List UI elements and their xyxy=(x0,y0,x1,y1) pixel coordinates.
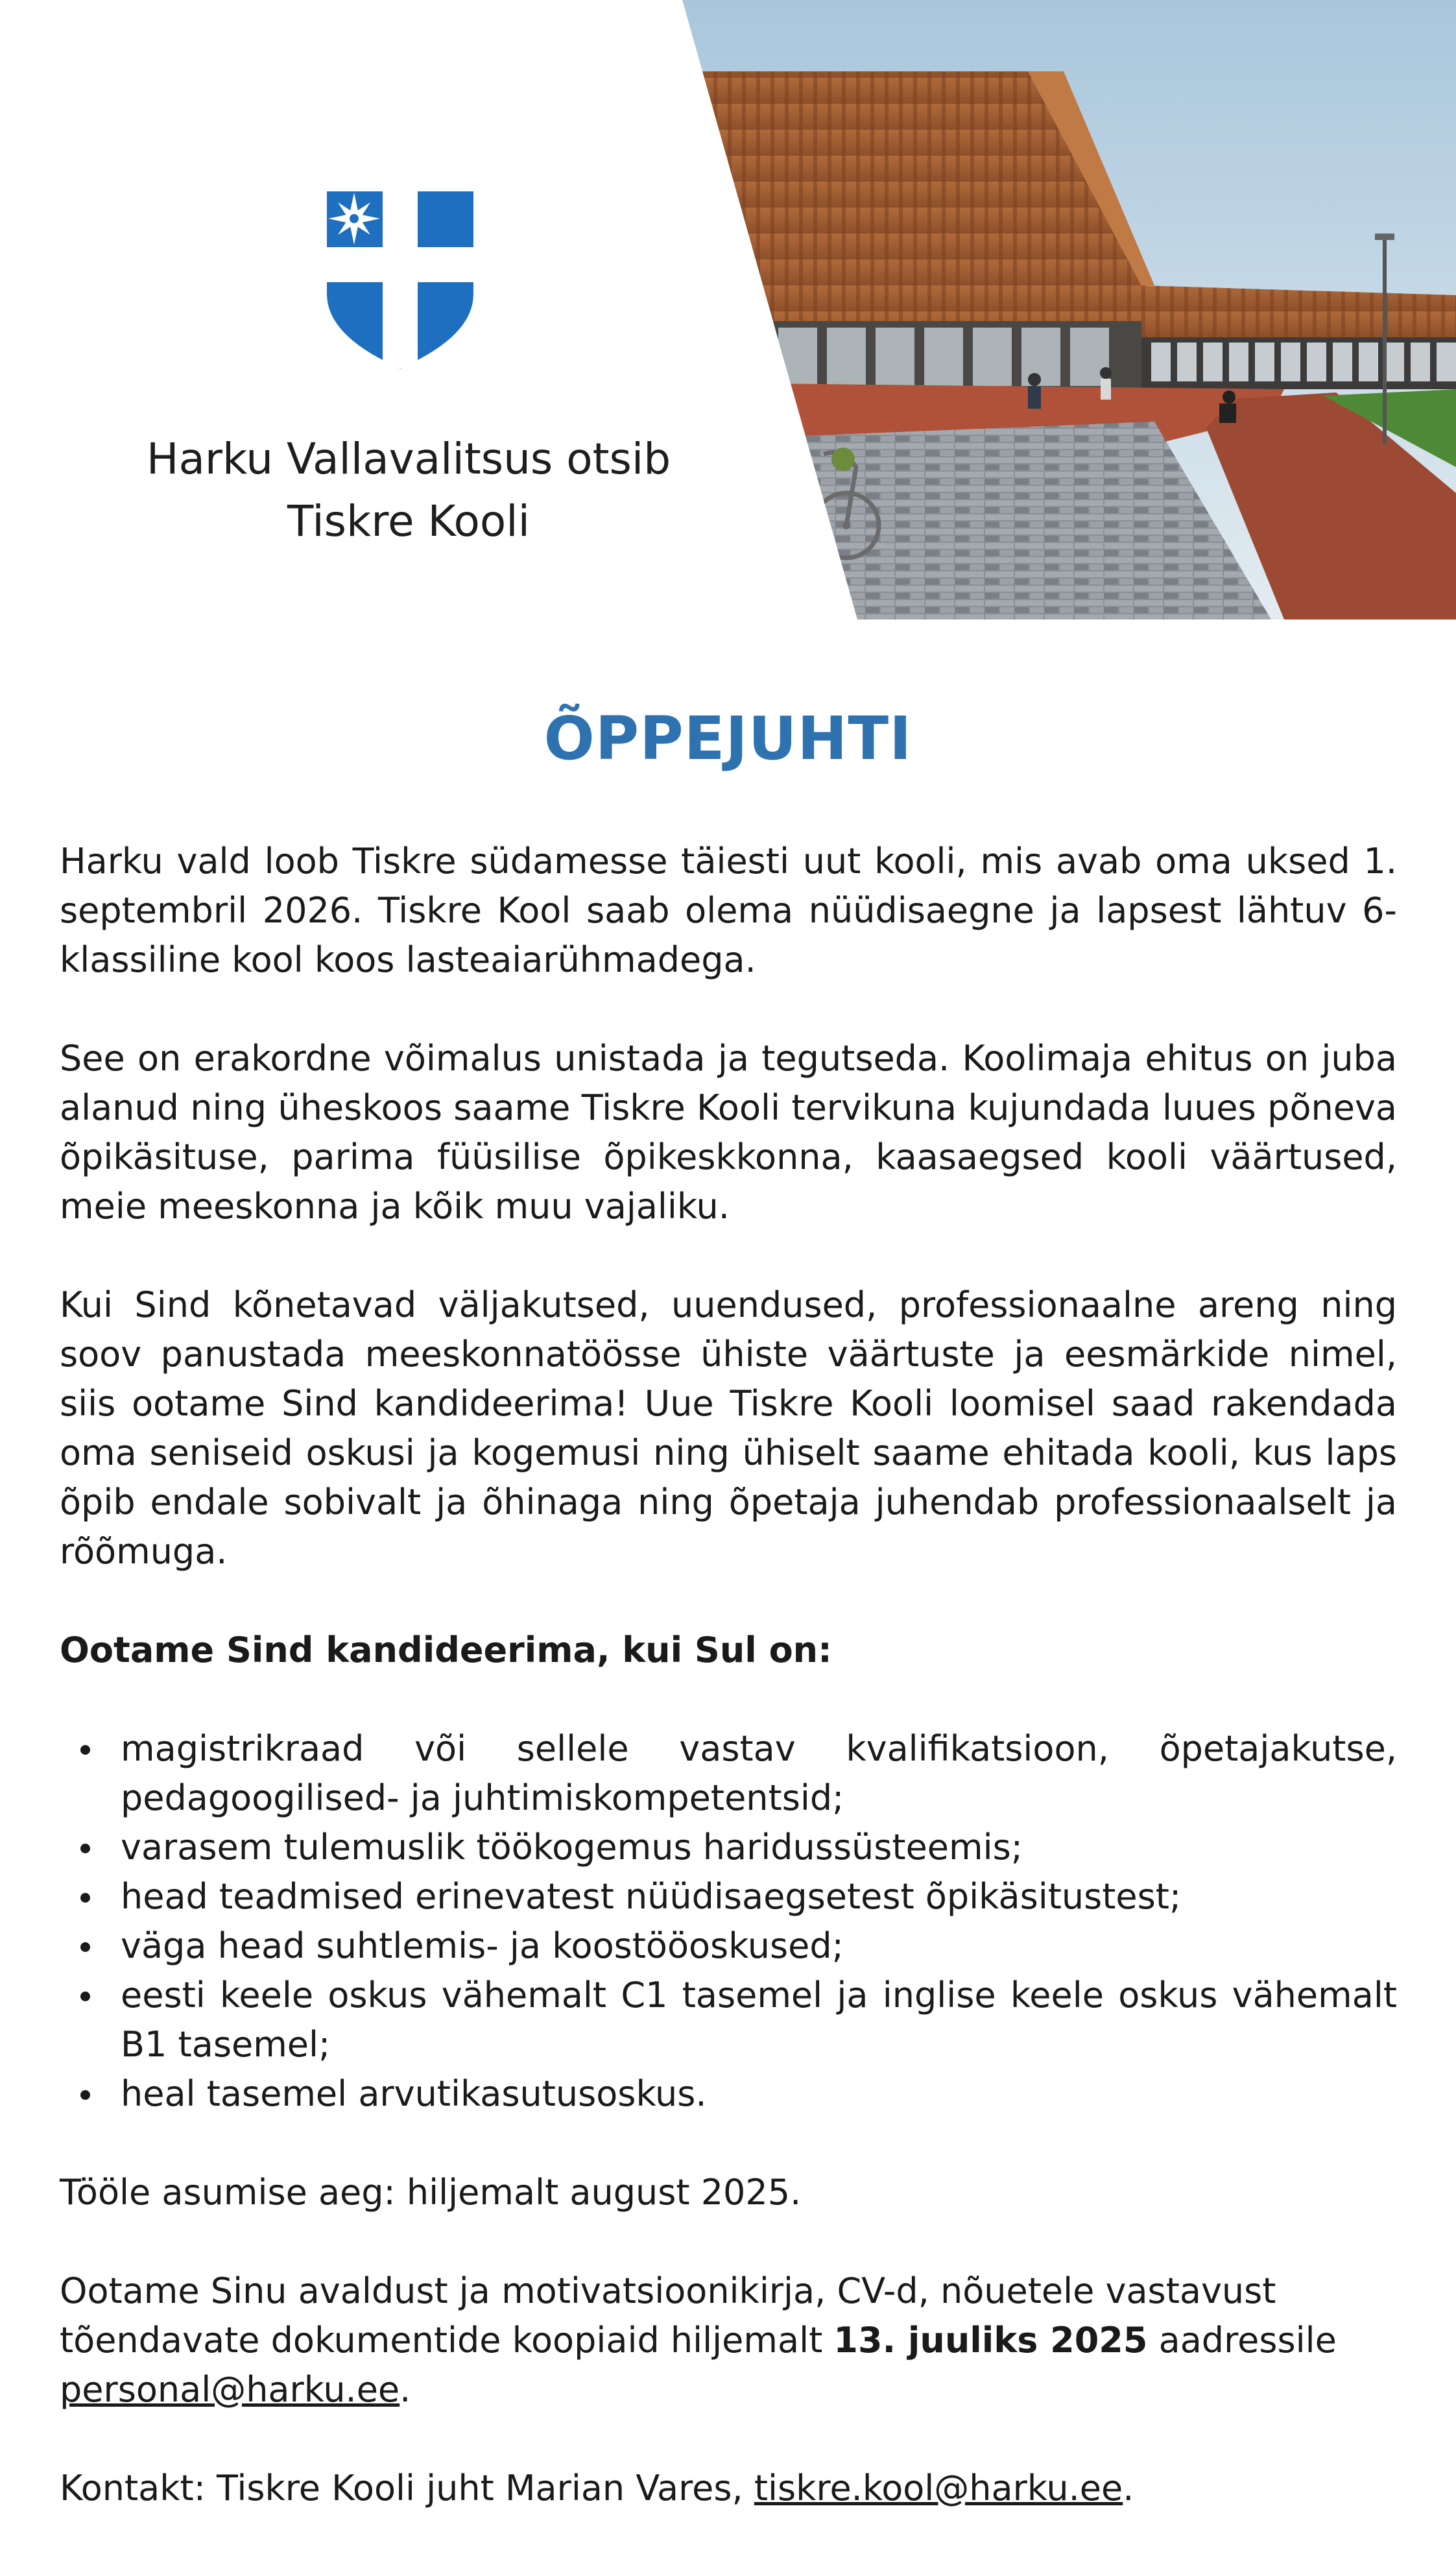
contact-text: Kontakt: Tiskre Kooli juht Marian Vares, xyxy=(60,2468,743,2509)
start-time: Tööle asumise aeg: hiljemalt august 2025. xyxy=(60,2172,802,2213)
requirements-heading: Ootame Sind kandideerima, kui Sul on: xyxy=(60,1630,832,1670)
intro-paragraph: Harku vald loob Tiskre südamesse täiesti uut kooli, mis avab oma uksed 1. septembril 2026. Tiskre Kool saab olema nüüdisaegne ja lapsest lähtuv 6-klassiline kool koos lasteaiarühmadega. xyxy=(60,841,1397,980)
application-text: Ootame Sinu avaldust ja motivatsioonikirja, CV-d, nõuetele vastavust tõendavate dokumentide koopiaid hiljemalt xyxy=(60,2270,1276,2361)
requirement-item: head teadmised erinevatest nüüdisaegsetest õpikäsitustest; xyxy=(121,1872,1397,1921)
requirements-list xyxy=(60,1724,1397,2119)
application-period: . xyxy=(400,2369,411,2410)
org-title xyxy=(84,428,733,553)
page-header xyxy=(0,0,1456,620)
contact-period: . xyxy=(1123,2468,1134,2509)
application-address-label: aadressile xyxy=(1158,2320,1337,2361)
org-title-line-1: Harku Vallavalitsus otsib xyxy=(146,434,671,484)
job-title: ÕPPEJUHTI xyxy=(543,704,913,773)
harku-coat-of-arms-icon xyxy=(322,187,478,371)
contact-email-link[interactable]: tiskre.kool@harku.ee xyxy=(754,2468,1123,2509)
requirement-item: heal tasemel arvutikasutusoskus. xyxy=(121,2069,1397,2119)
application-instructions xyxy=(60,2267,1397,2414)
requirement-item: väga head suhtlemis- ja koostööoskused; xyxy=(121,1921,1397,1971)
application-deadline: 13. juuliks 2025 xyxy=(833,2320,1148,2361)
invitation-paragraph: Kui Sind kõnetavad väljakutsed, uuendused, professionaalne areng ning soov panustada meeskonnatöösse ühiste väärtuste ja eesmärkide nimel, siis ootame Sind kandideerima! Uue Tiskre Kooli loomisel saad rakendada oma seniseid oskusi ja kogemusi ning ühiselt saame ehitada kooli, kus laps õpib endale sobivalt ja õhinaga ning õpetaja juhendab professionaalselt ja rõõmuga. xyxy=(60,1284,1397,1572)
job-description xyxy=(60,837,1397,2562)
opportunity-paragraph: See on erakordne võimalus unistada ja tegutseda. Koolimaja ehitus on juba alanud ning üheskoos saame Tiskre Kooli tervikuna kujundada luues põneva õpikäsituse, parima füüsilise õpikeskkonna, kaasaegsed kooli väärtused, meie meeskonna ja kõik muu vajaliku. xyxy=(60,1038,1397,1227)
contact-line xyxy=(60,2464,1397,2513)
org-title-line-2: Tiskre Kooli xyxy=(287,496,530,546)
application-email-link[interactable]: personal@harku.ee xyxy=(60,2369,400,2410)
requirement-item: magistrikraad või sellele vastav kvalifikatsioon, õpetajakutse, pedagoogilised- ja juhtimiskompetentsid; xyxy=(121,1724,1397,1823)
school-building-rendering xyxy=(674,0,1456,620)
requirement-item: eesti keele oskus vähemalt C1 tasemel ja inglise keele oskus vähemalt B1 tasemel; xyxy=(121,1971,1397,2069)
requirement-item: varasem tulemuslik töökogemus haridussüsteemis; xyxy=(121,1823,1397,1872)
